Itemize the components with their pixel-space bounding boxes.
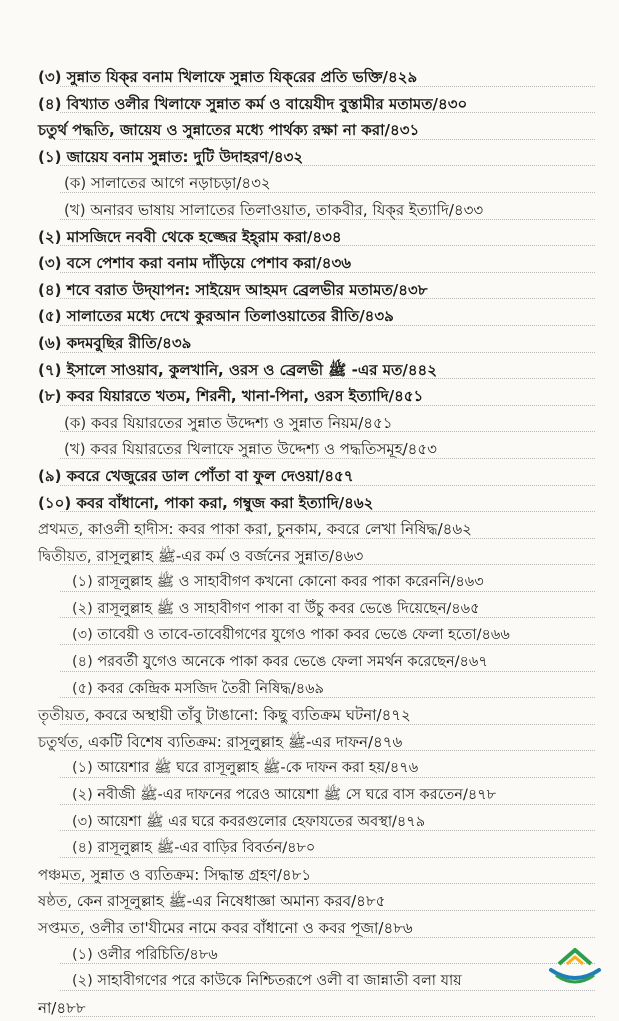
toc-entry-number: দ্বিতীয়ত, (38, 546, 92, 565)
toc-entry (0, 835, 619, 862)
toc-entry-number: (৮) (38, 387, 62, 406)
ruled-line (60, 857, 595, 858)
toc-entry-number: (৩) (38, 68, 62, 86)
toc-entry-number: (ক) (64, 413, 87, 432)
ruled-line (60, 458, 595, 459)
toc-entry (0, 702, 619, 729)
ruled-line (60, 910, 595, 911)
toc-entry (0, 224, 619, 251)
toc-entry (0, 596, 619, 623)
toc-entry-number: সপ্তমত, (38, 919, 85, 937)
toc-entry-text: একটি বিশেষ ব্যতিক্রম: রাসূলুল্লাহ ﷺ-এর দাফন/৪৭৬ (87, 732, 403, 751)
toc-entry-number: (২) (72, 600, 93, 617)
toc-entry-text: বসে পেশাব করা বনাম দাঁড়িয়ে পেশাব করা/৪৩৬ (66, 254, 351, 273)
ruled-line (60, 671, 595, 672)
toc-entry-text: পরবর্তী যুগেও অনেকে পাকা কবর ভেঙে ফেলা সমর্থন করেছেন/৪৬৭ (97, 654, 488, 671)
publisher-logo-icon (545, 938, 605, 988)
toc-entry-text: অনারব ভাষায় সালাতের তিলাওয়াত, তাকবীর, যিক্‌র ইত্যাদি/৪৩৩ (90, 200, 484, 219)
toc-entry-text: কদমবুছির রীতি/৪৩৯ (66, 333, 192, 352)
toc-entry-text: জায়েয বনাম সুন্নাত: দুটি উদাহরণ/৪৩২ (66, 147, 304, 166)
toc-entry (0, 782, 619, 809)
toc-entry (0, 968, 619, 995)
toc-entry (0, 277, 619, 304)
ruled-line (60, 990, 595, 991)
toc-entry-text: নবীজী ﷺ-এর দাফনের পরেও আয়েশা ﷺ সে ঘরে বাস করতেন/৪৭৮ (97, 787, 497, 804)
toc-entry-text: রাসূলুল্লাহ ﷺ-এর কর্ম ও বর্জনের সুন্নাত/৪৬৩ (96, 546, 364, 565)
toc-entry (0, 649, 619, 676)
toc-entry-number: (৩) (72, 627, 93, 644)
toc-entry-number: (৪) (72, 654, 93, 671)
toc-entry-text: শবে বরাত উদ্‌যাপন: সাইয়েদ আহমদ ব্রেলভীর মতামত/৪৩৮ (66, 280, 428, 299)
toc-entry-text: কেন রাসূলুল্লাহ ﷺ-এর নিষেধাজ্ঞা অমান্য করব/৪৮৫ (76, 892, 386, 911)
toc-entry (0, 729, 619, 756)
ruled-line (60, 830, 595, 831)
toc-entry-text: সালাতের মধ্যে দেখে কুরআন তিলাওয়াতের রীতি/৪৩৯ (66, 307, 394, 326)
toc-entry (0, 490, 619, 517)
toc-entry-text: রাসূলুল্লাহ ﷺ ও সাহাবীগণ পাকা বা উঁচু কবর ভেঙে দিয়েছেন/৪৬৫ (97, 600, 480, 617)
toc-entry (0, 436, 619, 463)
toc-entry-number: (৬) (38, 333, 62, 352)
toc-entry-text: কবর কেন্দ্রিক মসজিদ তৈরী নিষিদ্ধ/৪৬৯ (97, 680, 324, 697)
toc-entry (0, 915, 619, 942)
toc-entry (0, 410, 619, 437)
toc-entry-number: (৪) (38, 280, 62, 299)
toc-entry (0, 888, 619, 915)
toc-entry-number: (১) (72, 760, 93, 777)
ruled-line (60, 963, 595, 964)
ruled-line (60, 617, 595, 618)
toc-entry-number: (৯) (38, 466, 62, 485)
toc-entry (0, 170, 619, 197)
toc-entry (0, 862, 619, 889)
toc-entry (0, 357, 619, 384)
toc-entry-text: না/৪৮৮ (38, 998, 86, 1017)
toc-entry-number: (১) (38, 147, 62, 166)
toc-entry-number: (১০) (38, 493, 72, 512)
toc-entry-number: (১) (72, 574, 93, 591)
ruled-line (60, 777, 595, 778)
toc-entry-text: কবরে অস্থায়ী তাঁবু টাঙানো: কিছু ব্যতিক্রম ঘটনা/৪৭২ (94, 706, 411, 725)
toc-entry (0, 569, 619, 596)
toc-entry (0, 463, 619, 490)
toc-entry-text: মাসজিদে নববী থেকে হজ্জের ইহ্‌রাম করা/৪৩৪ (66, 227, 342, 246)
toc-entry-number: (২) (38, 227, 62, 246)
toc-entry-text: কাওলী হাদীস: কবর পাকা করা, চুনকাম, কবরে লেখা নিষিদ্ধ/৪৬২ (88, 520, 472, 539)
ruled-line (60, 325, 595, 326)
toc-entry (0, 543, 619, 570)
toc-entry-number: ষষ্ঠত, (38, 892, 73, 911)
ruled-line (60, 1016, 595, 1017)
toc-entry-number: (খ) (64, 440, 86, 459)
toc-entry-number: পঞ্চমত, (38, 865, 86, 884)
toc-entry-number: (ক) (64, 174, 87, 193)
toc-entry-number: তৃতীয়ত, (38, 706, 90, 725)
toc-entry (0, 809, 619, 836)
toc-entry-text: কবর যিয়ারতের খিলাফে সুন্নাত উদ্দেশ্য ও পদ্ধতিসমূহ/৪৫৩ (90, 440, 437, 459)
toc-entry (0, 330, 619, 357)
toc-entry-text: ইসালে সাওয়াব, কুলখানি, ওরস ও ব্রেলভী ﷺ -এর মত/৪৪২ (66, 360, 438, 379)
toc-entry-text: সুন্নাত ও ব্যতিক্রম: সিদ্ধান্ত গ্রহণ/৪৮১ (90, 865, 312, 884)
toc-entry-text: সালাতের আগে নড়াচড়া/৪৩২ (90, 174, 271, 193)
toc-entry (0, 64, 619, 91)
toc-entry-number: চতুর্থত, (38, 732, 84, 751)
toc-entry-text: জায়েয ও সুন্নাতের মধ্যে পার্থক্য রক্ষা না করা/৪৩১ (119, 121, 420, 140)
ruled-line (60, 697, 595, 698)
toc-entry (0, 516, 619, 543)
toc-entry-number: (৪) (38, 94, 62, 113)
toc-entry-text: বিখ্যাত ওলীর খিলাফে সুন্নাত কর্ম ও বায়েযীদ বুস্তামীর মতামত/৪৩০ (66, 94, 468, 113)
toc-entry-number: (খ) (64, 200, 86, 219)
ruled-line (60, 192, 595, 193)
toc-entry-text: সাহাবীগণের পরে কাউকে নিশ্চিতরূপে ওলী বা জান্নাতী বলা যায় (97, 973, 462, 990)
toc-entry-number: (৭) (38, 360, 62, 379)
toc-entry-text: আয়েশা ﷺ এর ঘরে কবরগুলোর হেফাযতের অবস্থা/৪৭৯ (97, 813, 426, 830)
toc-entry-text: কবর যিয়ারতে খতম, শিরনী, খানা-পিনা, ওরস ইত্যাদি/৪৫১ (66, 387, 424, 406)
toc-entry (0, 91, 619, 118)
toc-entry (0, 995, 619, 1021)
ruled-line (60, 591, 595, 592)
toc-entry (0, 250, 619, 277)
toc-entry-text: সুন্নাত যিক্‌র বনাম খিলাফে সুন্নাত যিক্‌রের প্রতি ভক্তি/৪২৯ (66, 68, 418, 86)
toc-entry-text: কবর যিয়ারতের সুন্নাত উদ্দেশ্য ও সুন্নাত নিয়ম/৪৫১ (90, 413, 393, 432)
toc-entry (0, 197, 619, 224)
toc-entry-number: (৫) (38, 307, 62, 326)
toc-entry-number: প্রথমত, (38, 520, 84, 539)
toc-entry-number: (১) (72, 946, 93, 963)
toc-entry-number: চতুর্থ পদ্ধতি, (38, 121, 115, 140)
toc-entry-number: (৪) (72, 840, 93, 857)
toc-entry (0, 303, 619, 330)
toc-entry (0, 755, 619, 782)
toc-entry (0, 622, 619, 649)
toc-entry (0, 942, 619, 969)
toc-entry (0, 676, 619, 703)
toc-entry-number: (২) (72, 787, 93, 804)
toc-entry (0, 117, 619, 144)
toc-entry-text: ওলীর পরিচিতি/৪৮৬ (97, 946, 218, 963)
table-of-contents (0, 64, 619, 1021)
toc-entry-number: (২) (72, 973, 93, 990)
toc-entry-text: রাসূলুল্লাহ ﷺ ও সাহাবীগণ কখনো কোনো কবর পাকা করেননি/৪৬৩ (97, 574, 484, 591)
toc-entry-number: (৩) (72, 813, 93, 830)
toc-entry-text: ওলীর তা'যীমের নামে কবর বাঁধানো ও কবর পূজা/৪৮৬ (89, 919, 413, 937)
ruled-line (60, 804, 595, 805)
ruled-line (60, 644, 595, 645)
toc-entry (0, 383, 619, 410)
toc-entry (0, 144, 619, 171)
toc-entry-text: কবরে খেজুরের ডাল পোঁতা বা ফুল দেওয়া/৪৫৭ (66, 466, 354, 485)
toc-entry-number: (৫) (72, 680, 93, 697)
toc-entry-text: তাবেয়ী ও তাবে-তাবেয়ীগণের যুগেও পাকা কবর ভেঙে ফেলা হতো/৪৬৬ (97, 627, 510, 644)
toc-entry-text: আয়েশার ﷺ ঘরে রাসূলুল্লাহ ﷺ-কে দাফন করা হয়/৪৭৬ (97, 760, 419, 777)
toc-entry-text: কবর বাঁধানো, পাকা করা, গম্বুজ করা ইত্যাদি/৪৬২ (76, 493, 374, 512)
toc-entry-number: (৩) (38, 254, 62, 273)
toc-entry-text: রাসূলুল্লাহ ﷺ-এর বাড়ির বিবর্তন/৪৮০ (97, 840, 316, 857)
